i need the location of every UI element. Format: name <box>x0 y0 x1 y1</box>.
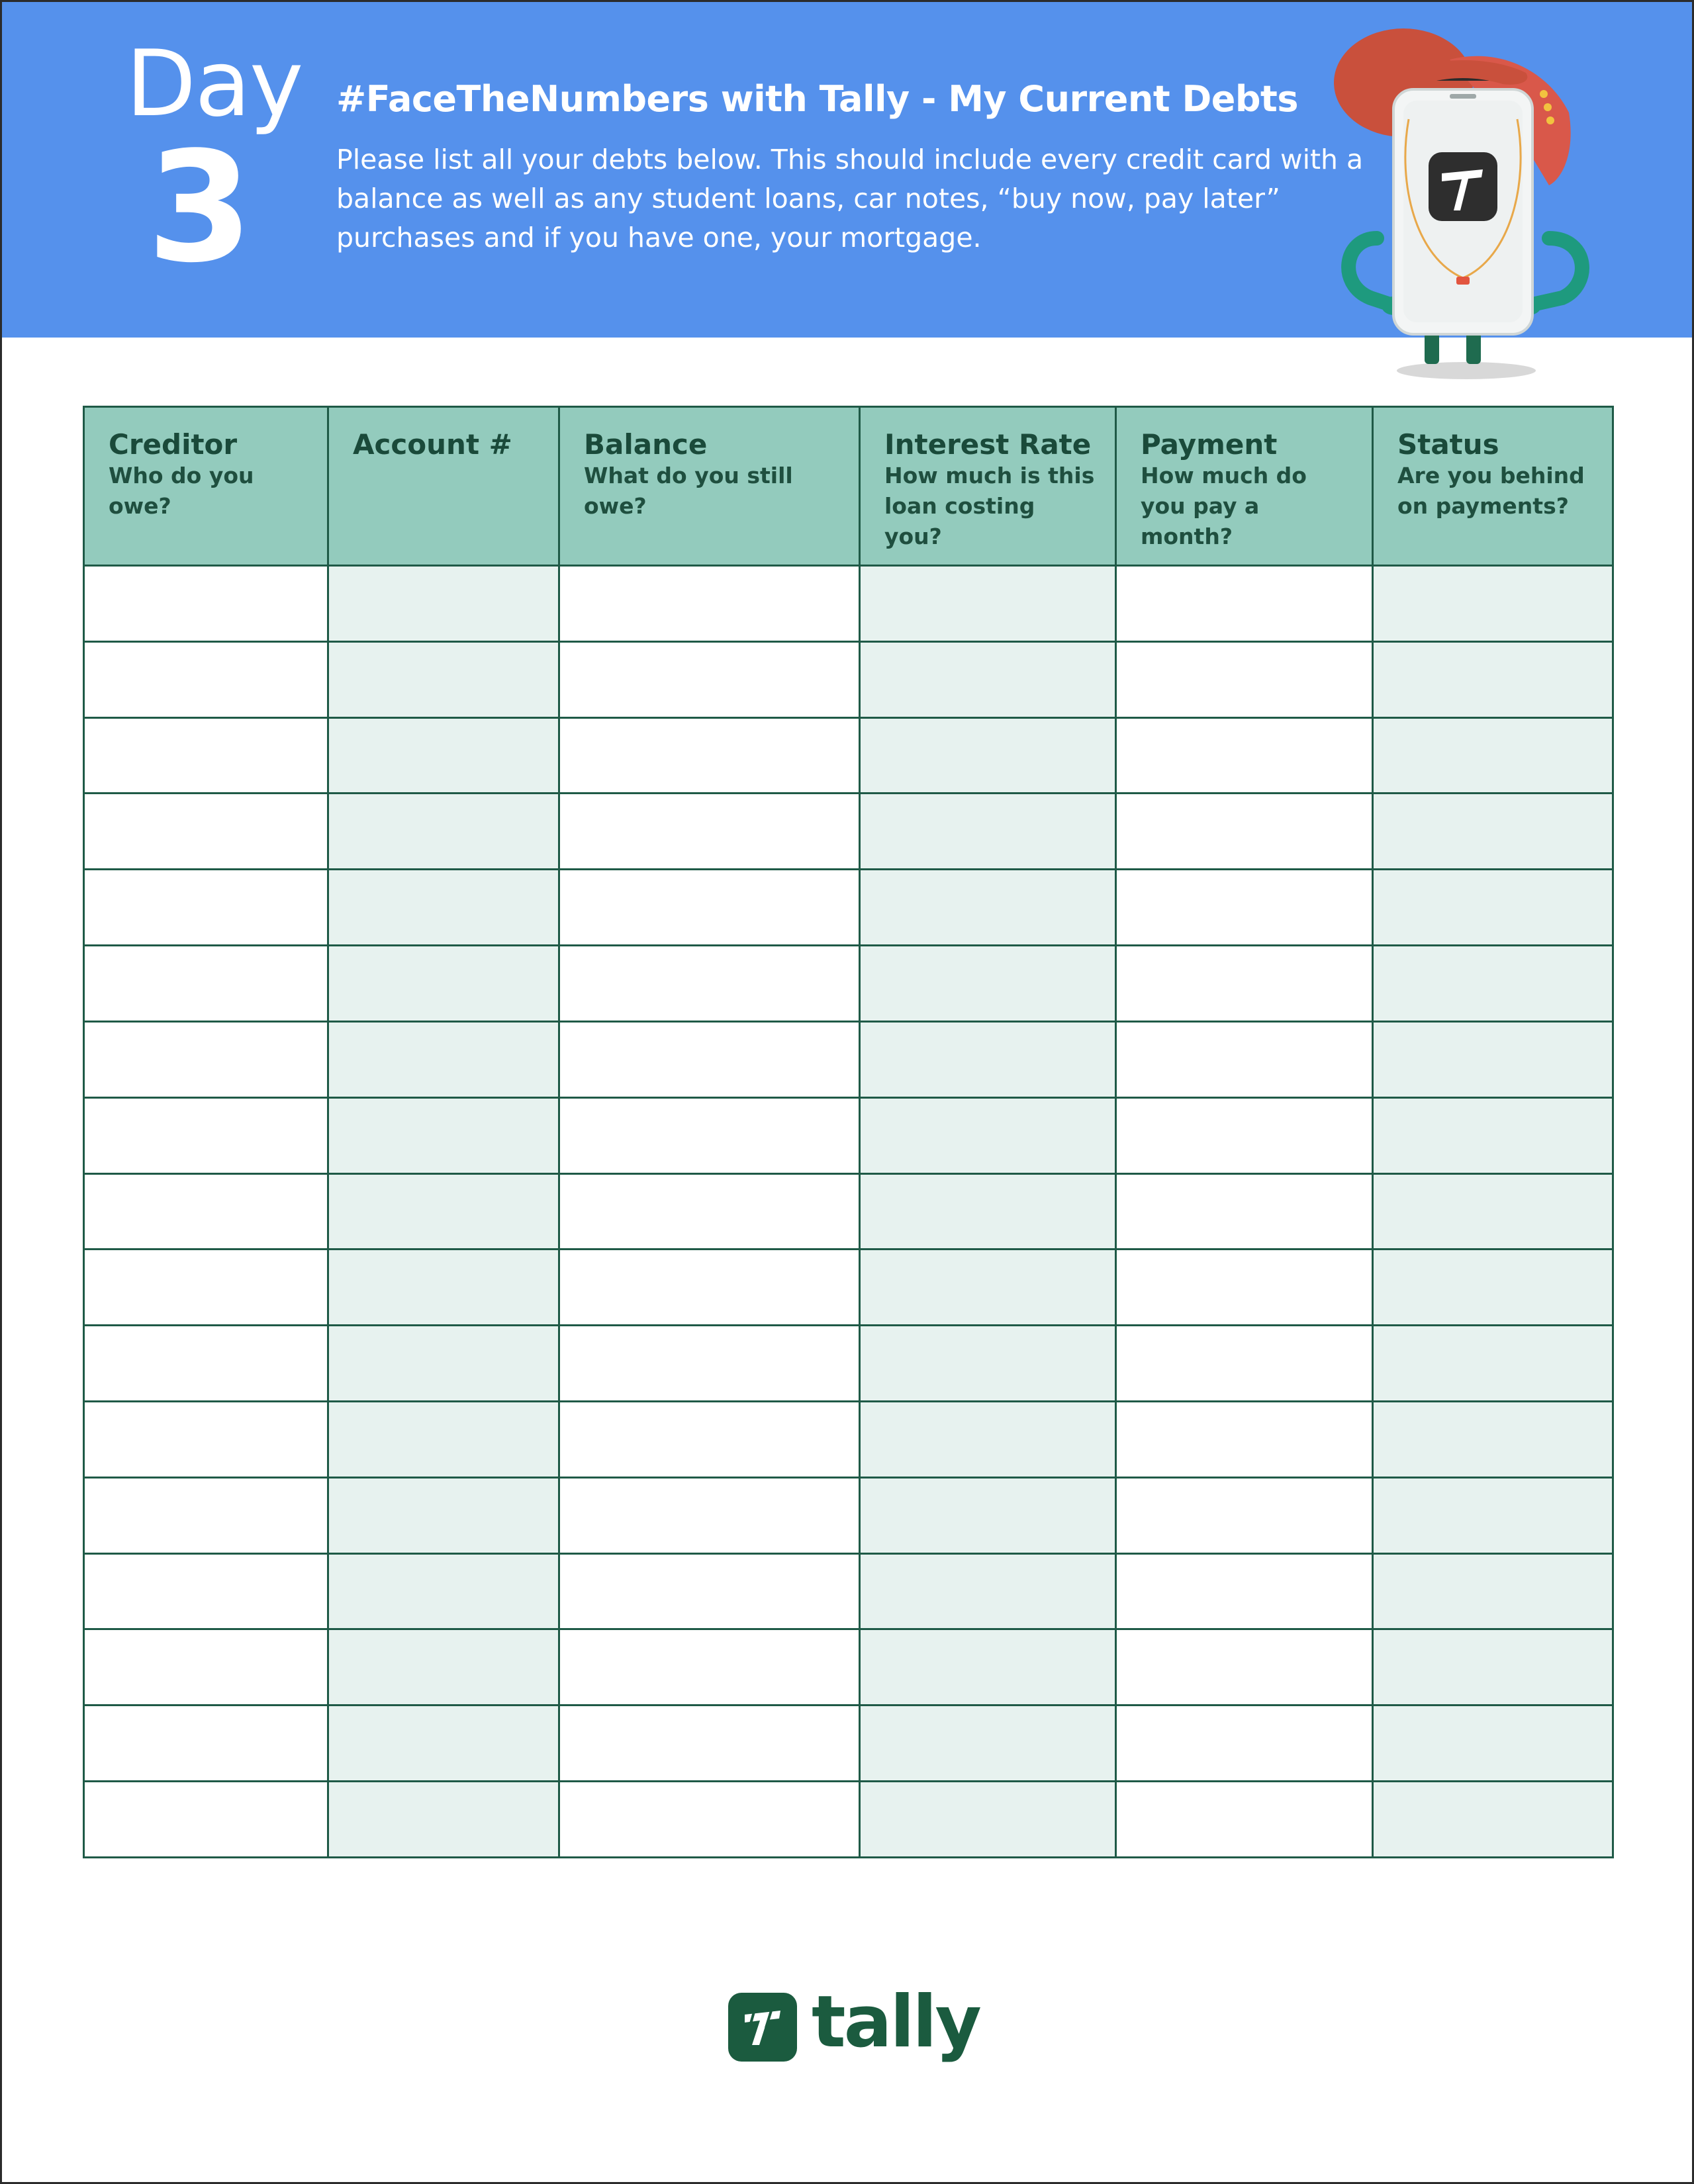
table-cell[interactable] <box>860 1250 1116 1326</box>
column-header-status <box>1373 407 1613 566</box>
column-subtitle: How much do you pay a month? <box>1141 463 1307 550</box>
table-cell[interactable] <box>1373 641 1613 717</box>
table-cell[interactable] <box>328 1021 559 1097</box>
table-cell[interactable] <box>1373 870 1613 946</box>
table-cell[interactable] <box>1373 1021 1613 1097</box>
table-cell[interactable] <box>1373 566 1613 642</box>
table-cell[interactable] <box>1116 870 1373 946</box>
table-cell[interactable] <box>84 641 328 717</box>
column-title: Payment <box>1141 428 1278 461</box>
table-cell[interactable] <box>84 1782 328 1858</box>
column-title: Interest Rate <box>884 428 1092 461</box>
table-cell[interactable] <box>1116 1553 1373 1629</box>
table-cell[interactable] <box>328 1326 559 1402</box>
table-cell[interactable] <box>860 1326 1116 1402</box>
table-row <box>84 1782 1613 1858</box>
table-cell[interactable] <box>84 1250 328 1326</box>
column-header-balance <box>559 407 860 566</box>
table-cell[interactable] <box>1373 1782 1613 1858</box>
column-header-payment <box>1116 407 1373 566</box>
brand-wordmark: tally <box>812 1981 980 2064</box>
column-title: Account # <box>353 428 512 461</box>
phone-mascot-illustration <box>1331 20 1609 390</box>
table-cell[interactable] <box>84 1173 328 1250</box>
intro-text: Please list all your debts below. This should include every credit card with a balance as well as any student loans, car notes, “buy now, pay later” purchases and if you have one, your mortgage. <box>336 144 1364 253</box>
table-cell[interactable] <box>84 1629 328 1706</box>
table-row <box>84 946 1613 1022</box>
column-subtitle: Who do you owe? <box>109 463 254 520</box>
table-row <box>84 1021 1613 1097</box>
table-row <box>84 1401 1613 1477</box>
table-cell[interactable] <box>559 1326 860 1402</box>
table-cell[interactable] <box>328 1173 559 1250</box>
table-cell[interactable] <box>1116 1477 1373 1553</box>
table-cell[interactable] <box>328 717 559 794</box>
table-cell[interactable] <box>84 1553 328 1629</box>
table-cell[interactable] <box>860 1477 1116 1553</box>
table-cell[interactable] <box>1116 1173 1373 1250</box>
table-cell[interactable] <box>328 1706 559 1782</box>
table-cell[interactable] <box>559 1782 860 1858</box>
table-cell[interactable] <box>559 794 860 870</box>
table-cell[interactable] <box>1116 1401 1373 1477</box>
table-cell[interactable] <box>84 1097 328 1173</box>
table-row <box>84 717 1613 794</box>
table-cell[interactable] <box>559 566 860 642</box>
table-cell[interactable] <box>328 870 559 946</box>
table-cell[interactable] <box>860 1173 1116 1250</box>
table-row <box>84 870 1613 946</box>
table-cell[interactable] <box>860 1021 1116 1097</box>
table-cell[interactable] <box>559 641 860 717</box>
table-cell[interactable] <box>328 566 559 642</box>
table-cell[interactable] <box>328 1097 559 1173</box>
table-cell[interactable] <box>1116 717 1373 794</box>
table-cell[interactable] <box>860 870 1116 946</box>
table-cell[interactable] <box>559 1706 860 1782</box>
table-cell[interactable] <box>1373 1706 1613 1782</box>
table-cell[interactable] <box>860 566 1116 642</box>
table-cell[interactable] <box>1116 641 1373 717</box>
table-row <box>84 1477 1613 1553</box>
table-cell[interactable] <box>328 1553 559 1629</box>
table-cell[interactable] <box>559 946 860 1022</box>
table-row <box>84 1173 1613 1250</box>
column-title: Balance <box>584 428 708 461</box>
table-cell[interactable] <box>860 1553 1116 1629</box>
table-body <box>84 566 1613 1858</box>
column-header-interest-rate <box>860 407 1116 566</box>
table-cell[interactable] <box>328 1477 559 1553</box>
table-cell[interactable] <box>860 641 1116 717</box>
day-number: 3 <box>147 120 254 296</box>
table-cell[interactable] <box>1116 1629 1373 1706</box>
table-cell[interactable] <box>328 1782 559 1858</box>
tally-logo-icon <box>728 1993 797 2062</box>
table-cell[interactable] <box>84 717 328 794</box>
table-cell[interactable] <box>1373 794 1613 870</box>
table-cell[interactable] <box>84 1706 328 1782</box>
table-cell[interactable] <box>1116 946 1373 1022</box>
table-cell[interactable] <box>559 1021 860 1097</box>
table-cell[interactable] <box>328 1250 559 1326</box>
table-cell[interactable] <box>84 1021 328 1097</box>
table-cell[interactable] <box>860 717 1116 794</box>
table-cell[interactable] <box>84 870 328 946</box>
day-label: Day <box>126 30 303 137</box>
table-cell[interactable] <box>1373 1553 1613 1629</box>
table-cell[interactable] <box>559 1477 860 1553</box>
table-cell[interactable] <box>559 1173 860 1250</box>
table-cell[interactable] <box>84 794 328 870</box>
debts-table <box>83 406 1614 1858</box>
table-cell[interactable] <box>84 1401 328 1477</box>
table-row <box>84 566 1613 642</box>
table-row <box>84 1250 1613 1326</box>
table-cell[interactable] <box>1373 1477 1613 1553</box>
table-cell[interactable] <box>1116 1782 1373 1858</box>
table-cell[interactable] <box>1373 1629 1613 1706</box>
table-cell[interactable] <box>328 946 559 1022</box>
table-cell[interactable] <box>559 717 860 794</box>
table-cell[interactable] <box>1373 1326 1613 1402</box>
table-cell[interactable] <box>559 1250 860 1326</box>
table-cell[interactable] <box>1373 1173 1613 1250</box>
table-cell[interactable] <box>328 1401 559 1477</box>
table-row <box>84 1629 1613 1706</box>
table-cell[interactable] <box>1373 1250 1613 1326</box>
table-cell[interactable] <box>84 1477 328 1553</box>
table-cell[interactable] <box>1116 566 1373 642</box>
table-cell[interactable] <box>84 566 328 642</box>
table-cell[interactable] <box>84 1326 328 1402</box>
table-cell[interactable] <box>1373 717 1613 794</box>
table-cell[interactable] <box>328 1629 559 1706</box>
table-cell[interactable] <box>860 1629 1116 1706</box>
table-row <box>84 1553 1613 1629</box>
table-cell[interactable] <box>860 1401 1116 1477</box>
table-cell[interactable] <box>328 794 559 870</box>
column-subtitle: Are you behind on payments? <box>1397 463 1585 520</box>
table-cell[interactable] <box>1373 1401 1613 1477</box>
table-cell[interactable] <box>860 1782 1116 1858</box>
table-cell[interactable] <box>1116 1021 1373 1097</box>
table-cell[interactable] <box>860 946 1116 1022</box>
column-title: Creditor <box>109 428 238 461</box>
column-header-account <box>328 407 559 566</box>
table-header-row <box>84 407 1613 566</box>
table-cell[interactable] <box>1116 1097 1373 1173</box>
table-row <box>84 794 1613 870</box>
table-cell[interactable] <box>860 1706 1116 1782</box>
page-title: #FaceTheNumbers with Tally - My Current Debts <box>336 78 1299 120</box>
table-cell[interactable] <box>559 1401 860 1477</box>
footer-logo <box>728 1981 980 2064</box>
column-subtitle: How much is this loan costing you? <box>884 463 1095 550</box>
table-row <box>84 1706 1613 1782</box>
table-cell[interactable] <box>1373 1097 1613 1173</box>
table-cell[interactable] <box>559 1553 860 1629</box>
table-cell[interactable] <box>860 1097 1116 1173</box>
table-cell[interactable] <box>1373 946 1613 1022</box>
table-cell[interactable] <box>559 1629 860 1706</box>
table-cell[interactable] <box>1116 1326 1373 1402</box>
table-row <box>84 1326 1613 1402</box>
table-cell[interactable] <box>1116 794 1373 870</box>
column-subtitle: What do you still owe? <box>584 463 793 520</box>
column-title: Status <box>1397 428 1499 461</box>
table-cell[interactable] <box>559 1097 860 1173</box>
table-cell[interactable] <box>559 870 860 946</box>
table-row <box>84 1097 1613 1173</box>
column-header-creditor <box>84 407 328 566</box>
table-cell[interactable] <box>84 946 328 1022</box>
table-row <box>84 641 1613 717</box>
table-cell[interactable] <box>1116 1706 1373 1782</box>
table-cell[interactable] <box>1116 1250 1373 1326</box>
table-cell[interactable] <box>328 641 559 717</box>
table-cell[interactable] <box>860 794 1116 870</box>
